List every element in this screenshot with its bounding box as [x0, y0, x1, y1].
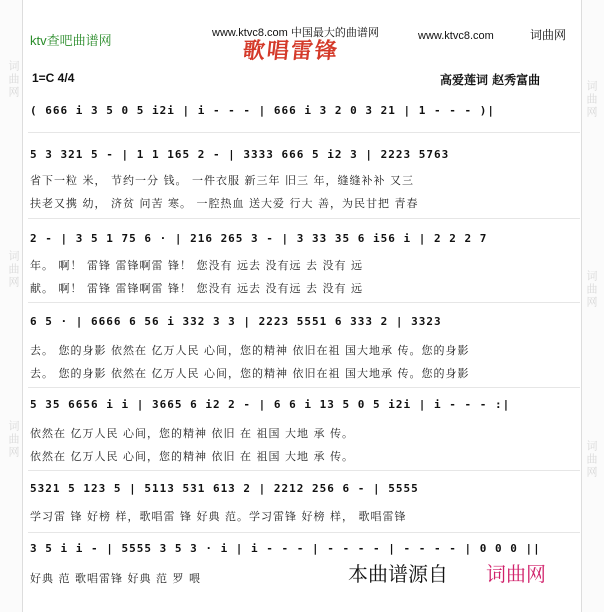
row-divider [28, 302, 580, 303]
site-name-center: www.ktvc8.com 中国最大的曲谱网 [212, 27, 379, 39]
lyric-line-verse-2: 依然在 亿万人民 心间，您的精神 依旧 在 祖国 大地 承 传。 [30, 450, 354, 463]
lyric-line-verse-2: 献。 啊！ 雷锋 雷锋啊雷 锋！ 您没有 远去 没有远 去 没有 远 [30, 282, 363, 295]
row-divider [28, 387, 580, 388]
lyric-line-verse-1: 去。 您的身影 依然在 亿万人民 心间，您的精神 依旧在祖 国大地承 传。您的身影 [30, 344, 470, 357]
lyric-line-verse-2: 去。 您的身影 依然在 亿万人民 心间，您的精神 依旧在祖 国大地承 传。您的身影 [30, 367, 470, 380]
watermark-left-1: 词曲网 [7, 60, 20, 99]
notation-line: 3 5 i i - | 5555 3 5 3 · i | i - - - | - - - - | - - - - | 0 0 0 || [30, 542, 541, 555]
lyric-line-verse-1: 好典 范 歌唱雷锋 好典 范 罗 喂 [30, 572, 201, 585]
song-credits: 高爱莲词 赵秀富曲 [440, 73, 541, 87]
site-name-right: 词曲网 [530, 28, 567, 42]
watermark-right-1: 词曲网 [585, 80, 598, 119]
notation-line: ( 666 i 3 5 0 5 i2i | i - - - | 666 i 3 2 0 3 21 | 1 - - - )| [30, 104, 495, 117]
key-signature: 1=C 4/4 [32, 71, 75, 85]
row-divider [28, 532, 580, 533]
lyric-line-verse-1: 依然在 亿万人民 心间，您的精神 依旧 在 祖国 大地 承 传。 [30, 427, 354, 440]
site-name-left: ktv查吧曲谱网 [30, 33, 112, 48]
watermark-right-3: 词曲网 [585, 440, 598, 479]
lyric-line-verse-1: 省下一粒 米， 节约一分 钱。 一件衣服 新三年 旧三 年，缝缝补补 又三 [30, 174, 414, 187]
lyric-line-verse-1: 学习雷 锋 好榜 样，歌唱雷 锋 好典 范。学习雷锋 好榜 样， 歌唱雷锋 [30, 510, 407, 523]
row-divider [28, 218, 580, 219]
notation-line: 6 5 · | 6666 6 56 i 332 3 3 | 2223 5551 6 333 2 | 3323 [30, 315, 442, 328]
row-divider [28, 132, 580, 133]
song-title: 歌唱雷锋 [241, 38, 341, 64]
notation-line: 5321 5 123 5 | 5113 531 613 2 | 2212 256 6 - | 5555 [30, 482, 419, 495]
lyric-line-verse-1: 年。 啊！ 雷锋 雷锋啊雷 锋！ 您没有 远去 没有远 去 没有 远 [30, 259, 363, 272]
site-url-right: www.ktvc8.com [418, 30, 494, 42]
watermark-left-3: 词曲网 [7, 420, 20, 459]
source-text: 本曲谱源自 [348, 562, 448, 586]
lyric-line-verse-2: 扶老又携 幼， 济贫 问苦 寒。 一腔热血 送大爱 行大 善，为民甘把 青春 [30, 197, 419, 210]
notation-line: 2 - | 3 5 1 75 6 · | 216 265 3 - | 3 33 35 6 i56 i | 2 2 2 7 [30, 232, 488, 245]
watermark-right-2: 词曲网 [585, 270, 598, 309]
source-site-link[interactable]: 词曲网 [486, 562, 546, 586]
notation-line: 5 35 6656 i i | 3665 6 i2 2 - | 6 6 i 13 5 0 5 i2i | i - - - :| [30, 398, 511, 411]
notation-line: 5 3 321 5 - | 1 1 165 2 - | 3333 666 5 i2 3 | 2223 5763 [30, 148, 450, 161]
watermark-left-2: 词曲网 [7, 250, 20, 289]
row-divider [28, 470, 580, 471]
